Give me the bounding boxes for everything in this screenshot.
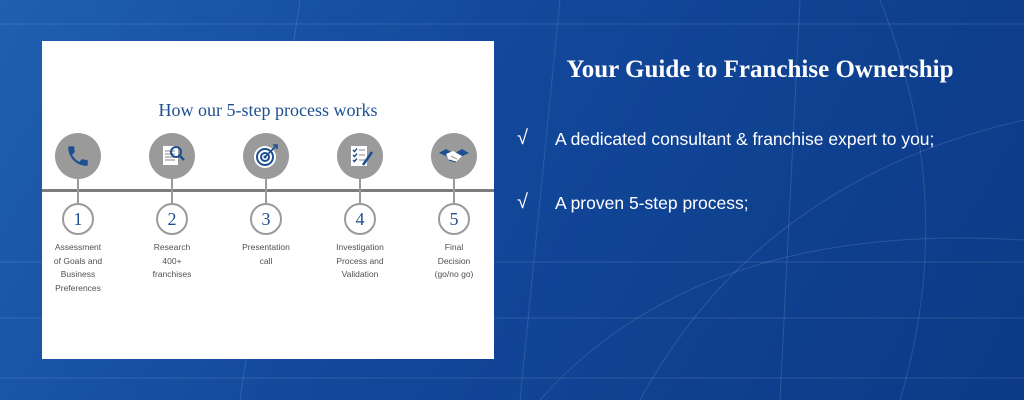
step-label: Research 400+ franchises [152, 242, 192, 279]
process-title: How our 5-step process works [158, 100, 378, 120]
step-connector [359, 179, 361, 205]
bullet-item [517, 191, 1017, 217]
step-number: 4 [344, 203, 376, 235]
step-connector [265, 179, 267, 205]
checklist-icon [337, 133, 383, 179]
step-label: Investigation Process and Validation [336, 242, 384, 279]
step-label: Presentation call [242, 242, 290, 266]
step-number: 5 [438, 203, 470, 235]
step-5 [394, 41, 514, 359]
step-number: 2 [156, 203, 188, 235]
step-number: 3 [250, 203, 282, 235]
step-label: Final Decision (go/no go) [434, 242, 474, 279]
target-icon [243, 133, 289, 179]
step-label: Assessment of Goals and Business Preferences [53, 242, 103, 293]
step-connector [171, 179, 173, 205]
bullet-text: A dedicated consultant & franchise expert to you; [555, 129, 935, 149]
document-search-icon [149, 133, 195, 179]
checkmark-icon: √ [517, 127, 528, 149]
handshake-icon [431, 133, 477, 179]
checkmark-icon: √ [517, 191, 528, 213]
phone-icon [55, 133, 101, 179]
bullet-item [517, 127, 1017, 153]
step-connector [77, 179, 79, 205]
page-heading: Your Guide to Franchise Ownership [566, 56, 954, 83]
step-connector [453, 179, 455, 205]
process-panel [42, 41, 494, 359]
bullet-text: A proven 5-step process; [555, 193, 749, 213]
step-number: 1 [62, 203, 94, 235]
